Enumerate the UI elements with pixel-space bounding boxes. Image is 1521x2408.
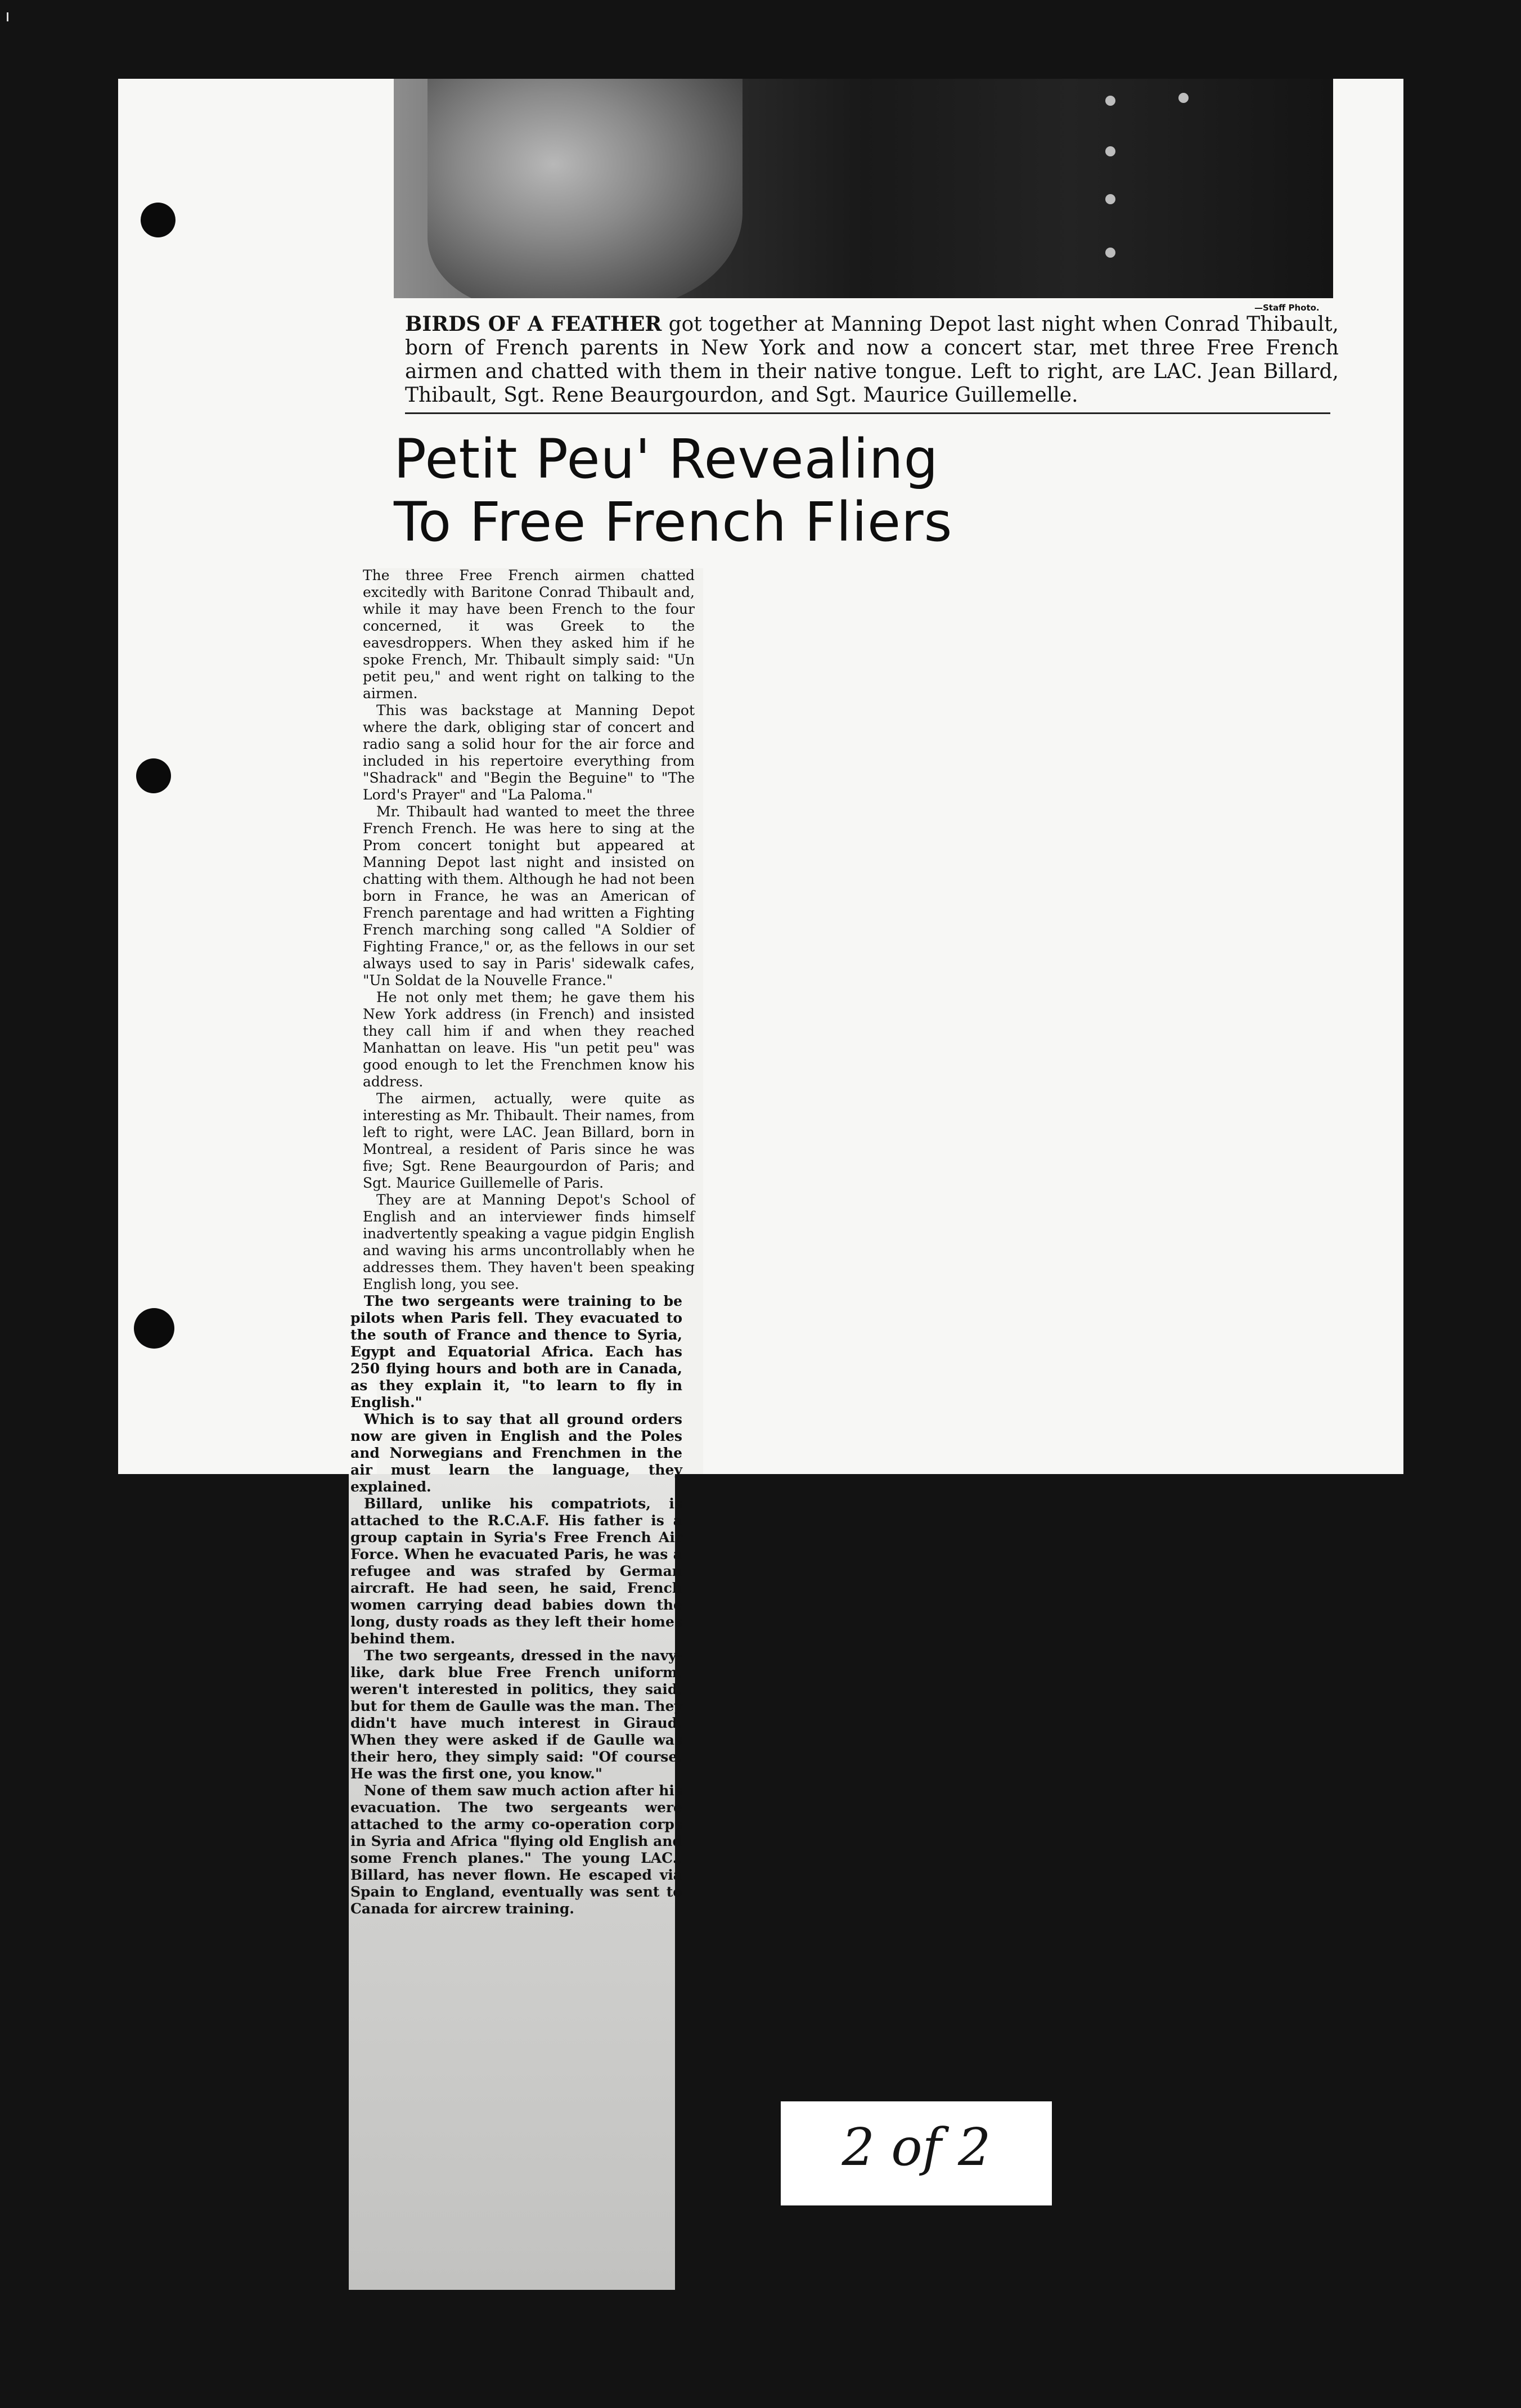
article-paragraph: The airmen, actually, were quite as interesting as Mr. Thibault. Their names, from left to right, were LAC. Jean Billard, born in Montreal, a resident of Paris since he was five; Sgt. Rene Beaurgourdon of Paris; and Sgt. Maurice Guillemelle of Paris. [363, 1090, 695, 1191]
headline-line: To Free French Fliers [394, 491, 953, 554]
photo-detail [1105, 96, 1115, 106]
caption-text: got together at Manning Depot last night when Conrad Thibault, born of French parents in New York and now a concert star, met three Free French airmen and chatted with them in their native tongue. Left to right, are LAC. Jean Billard, Thibault, Sgt. Rene Beaurgourdon, and Sgt. Maurice Guillemelle. [405, 313, 1339, 407]
binder-hole [136, 758, 171, 793]
article-paragraph: They are at Manning Depot's School of English and an interviewer finds himself inadvertently speaking a vague pidgin English and waving his arms uncontrollably when he addresses them. They haven't been speaking English long, you see. [363, 1192, 695, 1292]
article-paragraph: Billard, unlike his compatriots, is attached to the R.C.A.F. His father is a group captain in Syria's Free French Air Force. When he evacuated Paris, he was a refugee and was strafed by German aircraft. He had seen, he said, French women carrying dead babies down the long, dusty roads as they left their homes behind them. [350, 1495, 682, 1647]
caption-rule [405, 412, 1330, 414]
headline-line: Petit Peu' Revealing [394, 428, 939, 491]
article-body [350, 567, 695, 1917]
photo-figure [428, 79, 742, 298]
news-photo [394, 79, 1333, 298]
article-paragraph: He not only met them; he gave them his New York address (in French) and insisted they call him if and when they reached Manhattan on leave. His "un petit peu" was good enough to let the Frenchmen know his address. [363, 989, 695, 1090]
article-headline [394, 428, 1012, 554]
page-label-card [781, 2101, 1052, 2205]
article-paragraph: The three Free French airmen chatted excitedly with Baritone Conrad Thibault and, while it may have been French to the four concerned, it was Greek to the eavesdroppers. When they asked him if he spoke French, Mr. Thibault simply said: "Un petit peu," and went right on talking to the airmen. [363, 567, 695, 702]
photo-detail [1105, 194, 1115, 204]
caption-lead: BIRDS OF A FEATHER [405, 312, 662, 336]
article-paragraph: The two sergeants, dressed in the navy-like, dark blue Free French uniform, weren't interested in politics, they said, but for them de Gaulle was the man. They didn't have much interest in Giraud. When they were asked if de Gaulle was their hero, they simply said: "Of course. He was the first one, you know." [350, 1647, 682, 1782]
article-paragraph: Which is to say that all ground orders now are given in English and the Poles and Norwegians and Frenchmen in the air must learn the language, they explained. [350, 1411, 682, 1495]
photo-detail [1105, 146, 1115, 156]
article-paragraph: This was backstage at Manning Depot where the dark, obliging star of concert and radio sang a solid hour for the air force and included in his repertoire everything from "Shadrack" and "Begin the Beguine" to "The Lord's Prayer" and "La Paloma." [363, 702, 695, 803]
photo-detail [1178, 93, 1189, 103]
photo-detail [1105, 248, 1115, 258]
binder-hole [141, 203, 176, 237]
binder-hole [134, 1308, 174, 1349]
photo-credit: —Staff Photo. [1254, 303, 1320, 313]
article-body-lower [350, 1293, 682, 1917]
edge-mark [7, 12, 8, 21]
page-label: 2 of 2 [842, 2117, 991, 2177]
article-paragraph: The two sergeants were training to be pilots when Paris fell. They evacuated to the south of France and thence to Syria, Egypt and Equatorial Africa. Each has 250 flying hours and both are in Canada, as they explain it, "to learn to fly in English." [350, 1293, 682, 1410]
article-paragraph: None of them saw much action after his evacuation. The two sergeants were attached to the army co-operation corps in Syria and Africa "flying old English and some French planes." The young LAC., Billard, has never flown. He escaped via Spain to England, eventually was sent to Canada for aircrew training. [350, 1782, 682, 1917]
article-paragraph: Mr. Thibault had wanted to meet the three French French. He was here to sing at the Prom concert tonight but appeared at Manning Depot last night and insisted on chatting with them. Although he had not been born in France, he was an American of French parentage and had written a Fighting French marching song called "A Soldier of Fighting France," or, as the fellows in our set always used to say in Paris' sidewalk cafes, "Un Soldat de la Nouvelle France." [363, 803, 695, 989]
photo-caption [405, 312, 1339, 407]
